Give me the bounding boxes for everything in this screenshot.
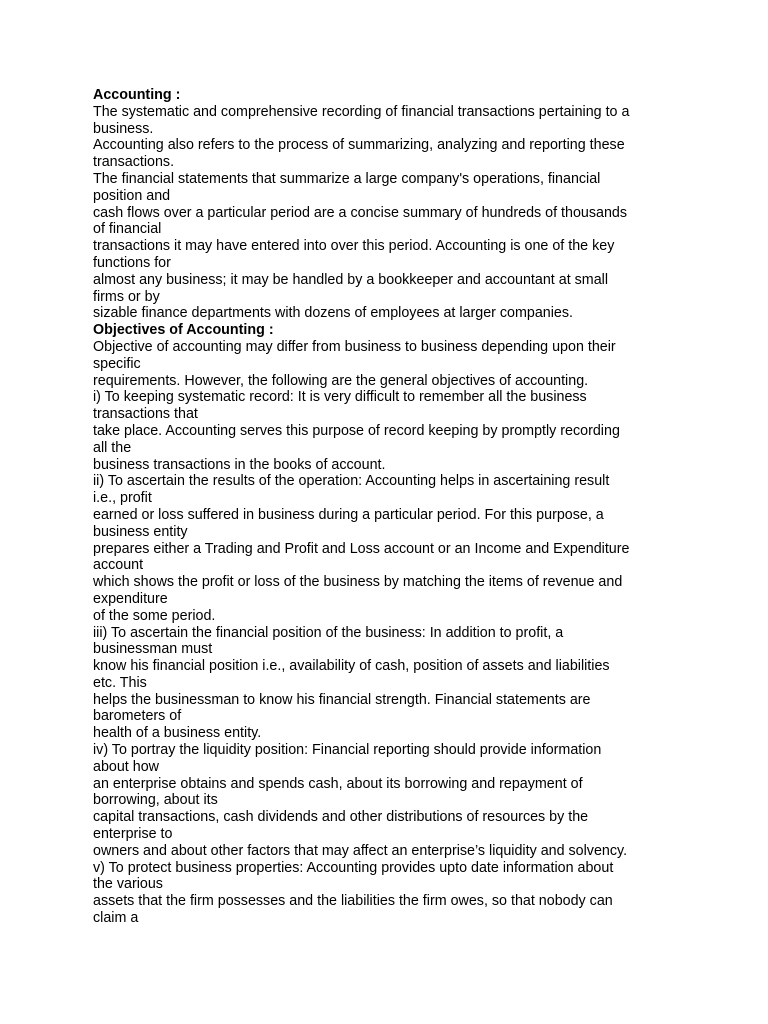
text-line: the various [93,876,163,893]
text-line: owners and about other factors that may affect an enterprise’s liquidity and solvency. [93,842,628,859]
text-line: transactions it may have entered into over this period. Accounting is one of the key [93,238,615,255]
text-line: about how [93,758,159,775]
text-line: transactions. [93,154,175,171]
text-line: Objective of accounting may differ from business to business depending upon their [93,338,616,355]
text-line: business. [93,120,154,137]
text-line: which shows the profit or loss of the business by matching the items of revenue and [93,574,623,591]
document-page [93,87,693,927]
text-line: capital transactions, cash dividends and other distributions of resources by the [93,809,589,826]
text-line: earned or loss suffered in business during a particular period. For this purpose, a [93,506,604,523]
text-line: health of a business entity. [93,725,262,742]
text-line: iv) To portray the liquidity position: Financial reporting should provide information [93,742,602,759]
text-line: v) To protect business properties: Accounting provides upto date information about [93,859,614,876]
text-line: take place. Accounting serves this purpose of record keeping by promptly recording [93,422,620,439]
text-line: functions for [93,254,171,271]
text-line: borrowing, about its [93,792,218,809]
text-line: i) To keeping systematic record: It is very difficult to remember all the business [93,389,587,406]
text-line: cash flows over a particular period are a concise summary of hundreds of thousands [93,204,628,221]
section-heading: Objectives of Accounting : [93,322,274,339]
text-line: The systematic and comprehensive recording of financial transactions pertaining to a [93,103,630,120]
text-line: an enterprise obtains and spends cash, about its borrowing and repayment of [93,775,583,792]
text-line: sizable finance departments with dozens of employees at larger companies. [93,305,573,322]
text-line: claim a [93,910,139,927]
text-line: Accounting also refers to the process of summarizing, analyzing and reporting these [93,137,625,154]
text-line: firms or by [93,288,160,305]
text-line: know his financial position i.e., availability of cash, position of assets and liabilities [93,658,610,675]
text-line: The financial statements that summarize a large company's operations, financial [93,170,601,187]
text-line: ii) To ascertain the results of the operation: Accounting helps in ascertaining result [93,473,610,490]
text-line: helps the businessman to know his financial strength. Financial statements are [93,691,591,708]
text-line: account [93,557,144,574]
text-line: prepares either a Trading and Profit and Loss account or an Income and Expenditure [93,540,630,557]
text-line: expenditure [93,590,168,607]
text-line: of the some period. [93,607,216,624]
text-line: transactions that [93,406,198,423]
text-line: enterprise to [93,826,173,843]
text-line: all the [93,439,132,456]
text-line: almost any business; it may be handled by a bookkeeper and accountant at small [93,271,608,288]
text-line: position and [93,187,171,204]
text-line: requirements. However, the following are the general objectives of accounting. [93,372,589,389]
section-heading: Accounting : [93,87,181,103]
text-line: i.e., profit [93,490,152,507]
text-line: etc. This [93,674,147,691]
text-line: business entity [93,523,188,540]
text-line: businessman must [93,641,213,658]
text-line: assets that the firm possesses and the liabilities the firm owes, so that nobody can [93,893,613,910]
text-line: barometers of [93,708,182,725]
text-line: iii) To ascertain the financial position of the business: In addition to profit, a [93,624,564,641]
text-line: specific [93,355,141,372]
text-line: business transactions in the books of account. [93,456,386,473]
text-line: of financial [93,221,162,238]
